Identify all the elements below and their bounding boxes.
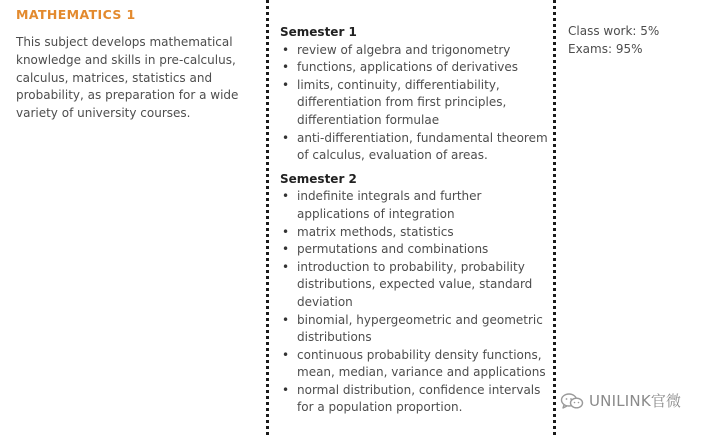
bullet-icon: • <box>282 224 290 239</box>
assessment-classwork: Class work: 5% <box>568 24 660 38</box>
assessment-exams: Exams: 95% <box>568 42 643 56</box>
bullet-icon: • <box>282 259 290 274</box>
topic-list <box>280 42 548 165</box>
bullet-icon: • <box>282 189 290 204</box>
bullet-icon: • <box>282 42 290 57</box>
wechat-icon <box>560 392 584 410</box>
topic-text: indefinite integrals and further applications of integration <box>297 189 482 221</box>
topic-item <box>280 312 548 347</box>
topic-text: matrix methods, statistics <box>297 224 454 239</box>
bullet-icon: • <box>282 312 290 327</box>
subject-description: This subject develops mathematical knowledge and skills in pre-calculus, calculus, matrices, statistics and probability, as preparation for a wide variety of university courses. <box>16 35 239 121</box>
topic-list <box>280 188 548 417</box>
topic-text: continuous probability density functions, mean, median, variance and applications <box>297 347 546 380</box>
topic-text: permutations and combinations <box>297 242 489 257</box>
topic-item <box>280 77 548 130</box>
subject-column <box>16 6 248 123</box>
bullet-icon: • <box>282 77 290 92</box>
topic-item <box>280 59 548 77</box>
bullet-icon: • <box>282 382 290 397</box>
topic-item <box>280 347 548 382</box>
semester-heading: Semester 2 <box>280 171 357 186</box>
bullet-icon: • <box>282 60 290 75</box>
topic-item <box>280 130 548 165</box>
topic-item <box>280 188 548 223</box>
semester-2-section <box>280 171 548 417</box>
topic-text: anti-differentiation, fundamental theorem of calculus, evaluation of areas. <box>297 130 548 163</box>
topic-text: introduction to probability, probability distributions, expected value, standard deviation <box>297 259 533 309</box>
dotted-divider-right <box>553 0 556 435</box>
watermark <box>560 390 681 411</box>
assessment-column <box>568 22 716 58</box>
bullet-icon: • <box>282 242 290 257</box>
topic-item <box>280 241 548 259</box>
semester-1-section <box>280 24 548 165</box>
topic-text: normal distribution, confidence intervals for a population proportion. <box>297 382 541 415</box>
topic-text: binomial, hypergeometric and geometric distributions <box>297 312 543 345</box>
bullet-icon: • <box>282 347 290 362</box>
subject-title: MATHEMATICS 1 <box>16 7 136 22</box>
topic-text: functions, applications of derivatives <box>297 60 519 75</box>
topic-item <box>280 382 548 417</box>
topic-item <box>280 42 548 60</box>
bullet-icon: • <box>282 130 290 145</box>
topic-text: review of algebra and trigonometry <box>297 42 511 57</box>
semester-heading: Semester 1 <box>280 25 357 39</box>
topic-item <box>280 259 548 312</box>
topic-text: limits, continuity, differentiability, differentiation from first principles, differentiation formulae <box>297 77 507 127</box>
watermark-text: UNILINK官微 <box>589 392 682 410</box>
topic-item <box>280 224 548 242</box>
dotted-divider-left <box>266 0 269 435</box>
content-column <box>280 24 548 423</box>
